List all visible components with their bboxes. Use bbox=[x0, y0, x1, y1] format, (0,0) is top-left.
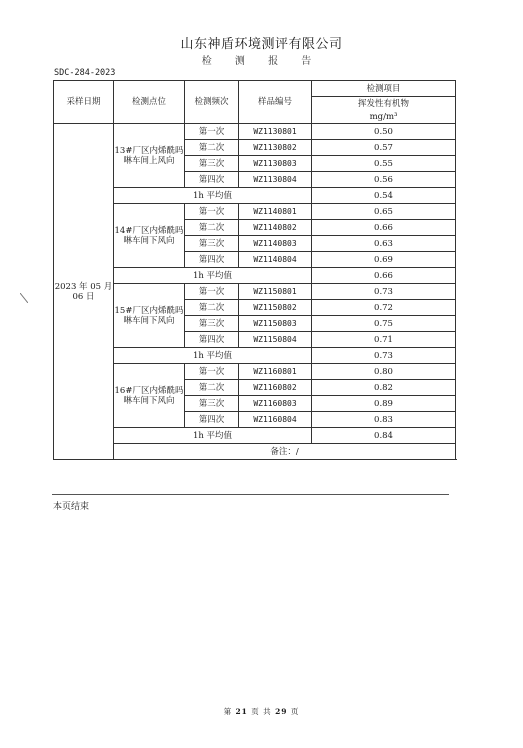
sample-id-cell: WZ1150802 bbox=[239, 300, 312, 316]
frequency-cell: 第四次 bbox=[185, 172, 239, 188]
page-suffix: 页 bbox=[290, 707, 300, 716]
value-cell: 0.65 bbox=[312, 204, 456, 220]
sample-id-cell: WZ1160803 bbox=[239, 396, 312, 412]
sample-id-cell: WZ1160802 bbox=[239, 380, 312, 396]
value-cell: 0.66 bbox=[312, 220, 456, 236]
page-number bbox=[0, 706, 523, 717]
page-total: 29 bbox=[275, 707, 288, 716]
frequency-cell: 第二次 bbox=[185, 140, 239, 156]
sample-id-cell: WZ1140804 bbox=[239, 252, 312, 268]
average-value: 0.73 bbox=[312, 348, 456, 364]
frequency-cell: 第一次 bbox=[185, 204, 239, 220]
frequency-cell: 第四次 bbox=[185, 412, 239, 428]
value-cell: 0.57 bbox=[312, 140, 456, 156]
point-label: 14#厂区内烯酰吗啉车间下风向 bbox=[114, 204, 185, 268]
point-label: 15#厂区内烯酰吗啉车间下风向 bbox=[114, 284, 185, 348]
frequency-cell: 第三次 bbox=[185, 236, 239, 252]
end-of-page-text: 本页结束 bbox=[53, 502, 90, 512]
frequency-cell: 第三次 bbox=[185, 156, 239, 172]
value-cell: 0.75 bbox=[312, 316, 456, 332]
frequency-cell: 第一次 bbox=[185, 364, 239, 380]
frequency-cell: 第四次 bbox=[185, 332, 239, 348]
report-subtitle: 检 测 报 告 bbox=[201, 56, 322, 67]
sample-id-cell: WZ1150801 bbox=[239, 284, 312, 300]
value-cell: 0.69 bbox=[312, 252, 456, 268]
sampling-date: 2023 年 05 月 06 日 bbox=[54, 124, 114, 460]
value-cell: 0.89 bbox=[312, 396, 456, 412]
sample-id-cell: WZ1140803 bbox=[239, 236, 312, 252]
value-cell: 0.73 bbox=[312, 284, 456, 300]
sample-id-cell: WZ1130804 bbox=[239, 172, 312, 188]
sample-id-cell: WZ1130801 bbox=[239, 124, 312, 140]
header-sample-id: 样品编号 bbox=[239, 81, 312, 124]
frequency-cell: 第二次 bbox=[185, 220, 239, 236]
sample-id-cell: WZ1160804 bbox=[239, 412, 312, 428]
average-label: 1h 平均值 bbox=[114, 188, 312, 204]
point-label: 16#厂区内烯酰吗啉车间下风向 bbox=[114, 364, 185, 428]
frequency-cell: 第三次 bbox=[185, 316, 239, 332]
page-current: 21 bbox=[235, 707, 248, 716]
company-name: 山东神盾环境测评有限公司 bbox=[180, 37, 343, 52]
value-cell: 0.55 bbox=[312, 156, 456, 172]
frequency-cell: 第二次 bbox=[185, 380, 239, 396]
value-cell: 0.72 bbox=[312, 300, 456, 316]
frequency-cell: 第一次 bbox=[185, 284, 239, 300]
point-label: 13#厂区内烯酰吗啉车间上风向 bbox=[114, 124, 185, 188]
sample-id-cell: WZ1150804 bbox=[239, 332, 312, 348]
average-label: 1h 平均值 bbox=[114, 348, 312, 364]
value-cell: 0.56 bbox=[312, 172, 456, 188]
average-label: 1h 平均值 bbox=[114, 268, 312, 284]
value-cell: 0.82 bbox=[312, 380, 456, 396]
value-cell: 0.63 bbox=[312, 236, 456, 252]
sample-id-cell: WZ1140802 bbox=[239, 220, 312, 236]
sample-id-cell: WZ1160801 bbox=[239, 364, 312, 380]
scan-mark-icon bbox=[20, 293, 28, 303]
frequency-cell: 第四次 bbox=[185, 252, 239, 268]
value-cell: 0.83 bbox=[312, 412, 456, 428]
frequency-cell: 第二次 bbox=[185, 300, 239, 316]
divider bbox=[52, 494, 449, 495]
average-value: 0.84 bbox=[312, 428, 456, 444]
frequency-cell: 第一次 bbox=[185, 124, 239, 140]
header-point: 检测点位 bbox=[114, 81, 185, 124]
value-cell: 0.50 bbox=[312, 124, 456, 140]
average-value: 0.66 bbox=[312, 268, 456, 284]
header-item: 挥发性有机物 bbox=[312, 97, 456, 111]
frequency-cell: 第三次 bbox=[185, 396, 239, 412]
header-unit: mg/m³ bbox=[312, 110, 456, 124]
notes-row: 备注：/ bbox=[114, 444, 456, 460]
value-cell: 0.80 bbox=[312, 364, 456, 380]
sample-id-cell: WZ1130802 bbox=[239, 140, 312, 156]
average-value: 0.54 bbox=[312, 188, 456, 204]
header-frequency: 检测频次 bbox=[185, 81, 239, 124]
results-table bbox=[53, 80, 456, 460]
sample-id-cell: WZ1150803 bbox=[239, 316, 312, 332]
report-number: SDC-284-2023 bbox=[54, 68, 116, 78]
average-label: 1h 平均值 bbox=[114, 428, 312, 444]
sample-id-cell: WZ1140801 bbox=[239, 204, 312, 220]
header-item-group: 检测项目 bbox=[312, 81, 456, 97]
header-date: 采样日期 bbox=[54, 81, 114, 124]
page-mid: 页 共 bbox=[251, 707, 272, 716]
page-prefix: 第 bbox=[223, 707, 233, 716]
sample-id-cell: WZ1130803 bbox=[239, 156, 312, 172]
value-cell: 0.71 bbox=[312, 332, 456, 348]
